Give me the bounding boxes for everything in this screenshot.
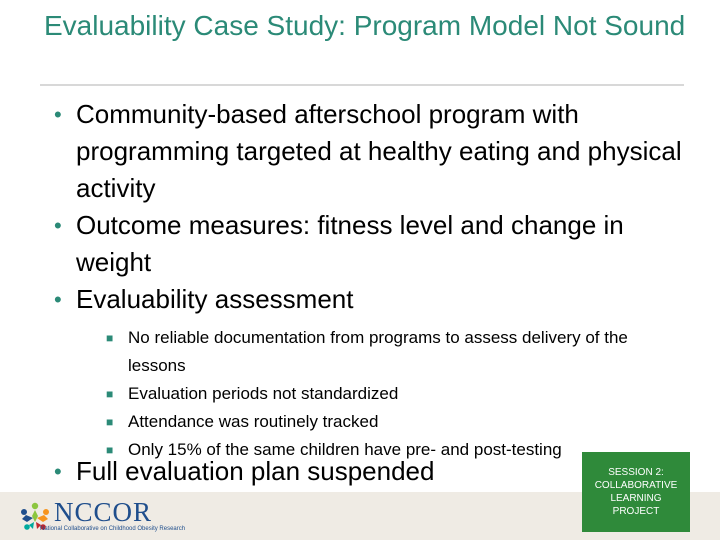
bullet-text: Full evaluation plan suspended <box>76 456 435 486</box>
bullet-text: Evaluability assessment <box>76 284 354 314</box>
bullet-item <box>50 281 690 318</box>
logo-tagline: National Collaborative on Childhood Obesity Research <box>40 526 186 532</box>
bullet-item <box>50 96 690 207</box>
bullet-item <box>50 453 570 490</box>
session-badge <box>582 452 690 532</box>
square-bullet-icon: ■ <box>106 443 114 457</box>
sub-bullet-text: Only 15% of the same children have pre- and post-testing <box>128 440 562 459</box>
bullet-marker-icon: • <box>54 213 62 238</box>
badge-line: SESSION 2: <box>608 467 664 478</box>
badge-line: COLLABORATIVE <box>594 480 678 491</box>
logo-text: NCCOR <box>54 497 153 527</box>
sub-bullet-list <box>106 324 676 464</box>
sub-bullet-item <box>106 380 676 408</box>
bullet-marker-icon: • <box>54 102 62 127</box>
square-bullet-icon: ■ <box>106 415 114 429</box>
sub-bullet-item <box>106 408 676 436</box>
sub-bullet-text: No reliable documentation from programs to assess delivery of the lessons <box>128 328 628 375</box>
bullet-list <box>50 96 690 464</box>
square-bullet-icon: ■ <box>106 331 114 345</box>
bullet-marker-icon: • <box>54 287 62 312</box>
square-bullet-icon: ■ <box>106 387 114 401</box>
sub-bullet-item <box>106 324 676 380</box>
badge-line: LEARNING <box>610 493 662 504</box>
sub-bullet-text: Evaluation periods not standardized <box>128 384 399 403</box>
bullet-marker-icon: • <box>54 459 62 484</box>
bullet-item <box>50 207 690 281</box>
title-divider <box>40 84 684 86</box>
nccor-logo <box>10 496 186 538</box>
badge-line: PROJECT <box>612 506 660 517</box>
bullet-text: Community-based afterschool program with programming targeted at healthy eating and physical activity <box>76 99 682 203</box>
bullet-text: Outcome measures: fitness level and change in weight <box>76 210 624 277</box>
slide-title: Evaluability Case Study: Program Model Not Sound <box>44 10 686 41</box>
sub-bullet-text: Attendance was routinely tracked <box>128 412 379 431</box>
